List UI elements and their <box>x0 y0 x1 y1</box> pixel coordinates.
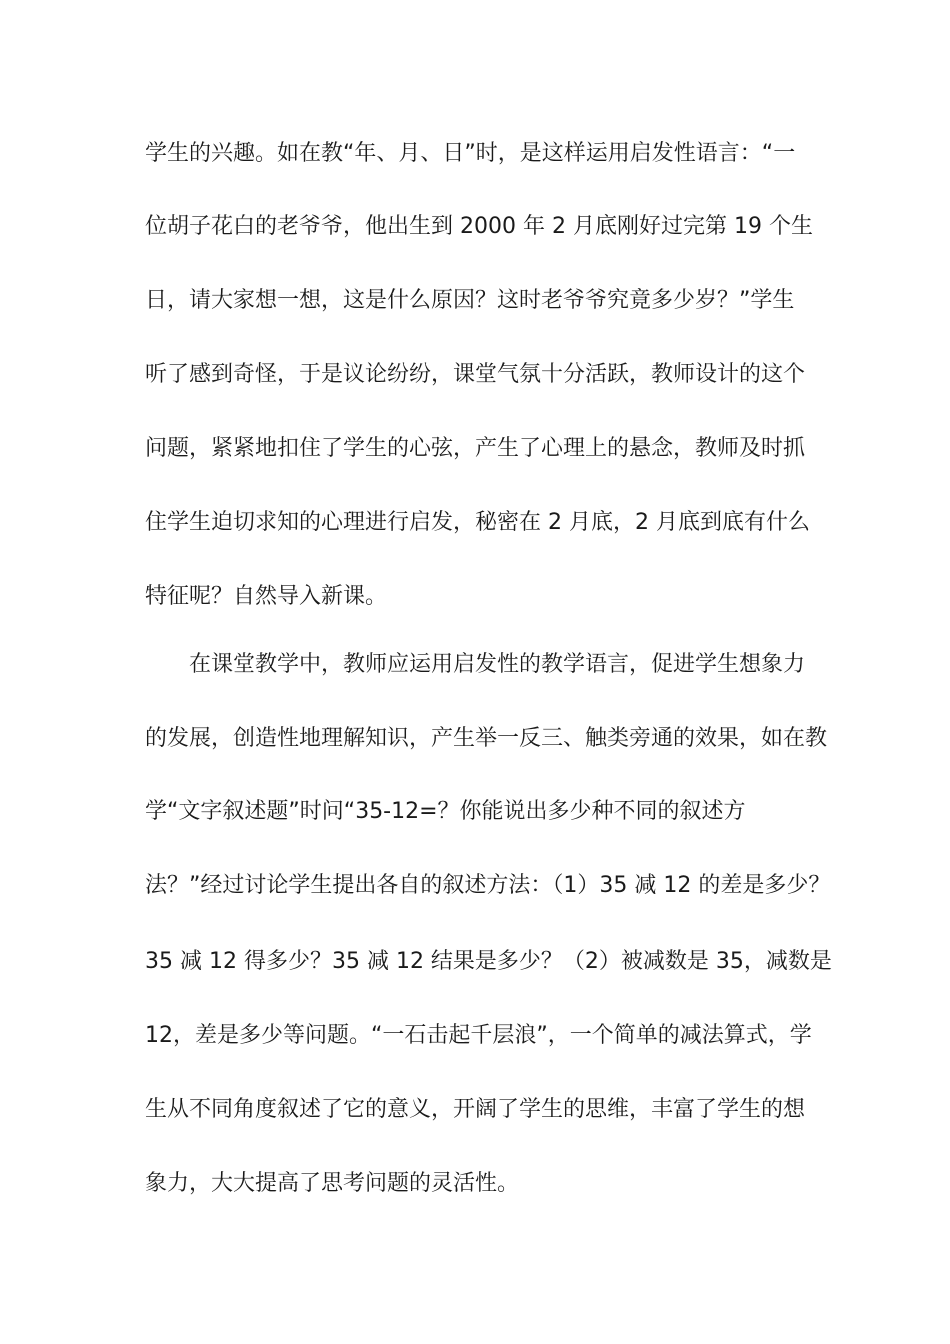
paragraph-line: 学“文字叙述题”时问“35-12=？你能说出多少种不同的叙述方 <box>145 799 746 824</box>
paragraph-line: 象力，大大提高了思考问题的灵活性。 <box>145 1171 520 1196</box>
paragraph-line: 日，请大家想一想，这是什么原因？这时老爷爷究竟多少岁？”学生 <box>145 288 795 313</box>
paragraph-line: 的发展，创造性地理解知识，产生举一反三、触类旁通的效果，如在教 <box>145 726 828 751</box>
paragraph-line: 生从不同角度叙述了它的意义，开阔了学生的思维，丰富了学生的想 <box>145 1097 806 1122</box>
paragraph-line: 法？”经过讨论学生提出各自的叙述方法：（1）35 减 12 的差是多少？ <box>145 873 831 898</box>
paragraph-line: 问题，紧紧地扣住了学生的心弦，产生了心理上的悬念，教师及时抓 <box>145 436 806 461</box>
paragraph-line: 特征呢？自然导入新课。 <box>145 584 388 609</box>
paragraph-line: 在课堂教学中，教师应运用启发性的教学语言，促进学生想象力 <box>189 652 806 677</box>
paragraph-line: 35 减 12 得多少？35 减 12 结果是多少？（2）被减数是 35，减数是 <box>145 949 832 974</box>
paragraph-line: 学生的兴趣。如在教“年、月、日”时，是这样运用启发性语言：“一 <box>145 141 796 166</box>
paragraph-line: 住学生迫切求知的心理进行启发，秘密在 2 月底，2 月底到底有什么 <box>145 510 810 535</box>
paragraph-line: 12，差是多少等问题。“一石击起千层浪”，一个简单的减法算式，学 <box>145 1023 812 1048</box>
paragraph-line: 位胡子花白的老爷爷，他出生到 2000 年 2 月底刚好过完第 19 个生 <box>145 214 813 239</box>
paragraph-line: 听了感到奇怪，于是议论纷纷，课堂气氛十分活跃，教师设计的这个 <box>145 362 806 387</box>
